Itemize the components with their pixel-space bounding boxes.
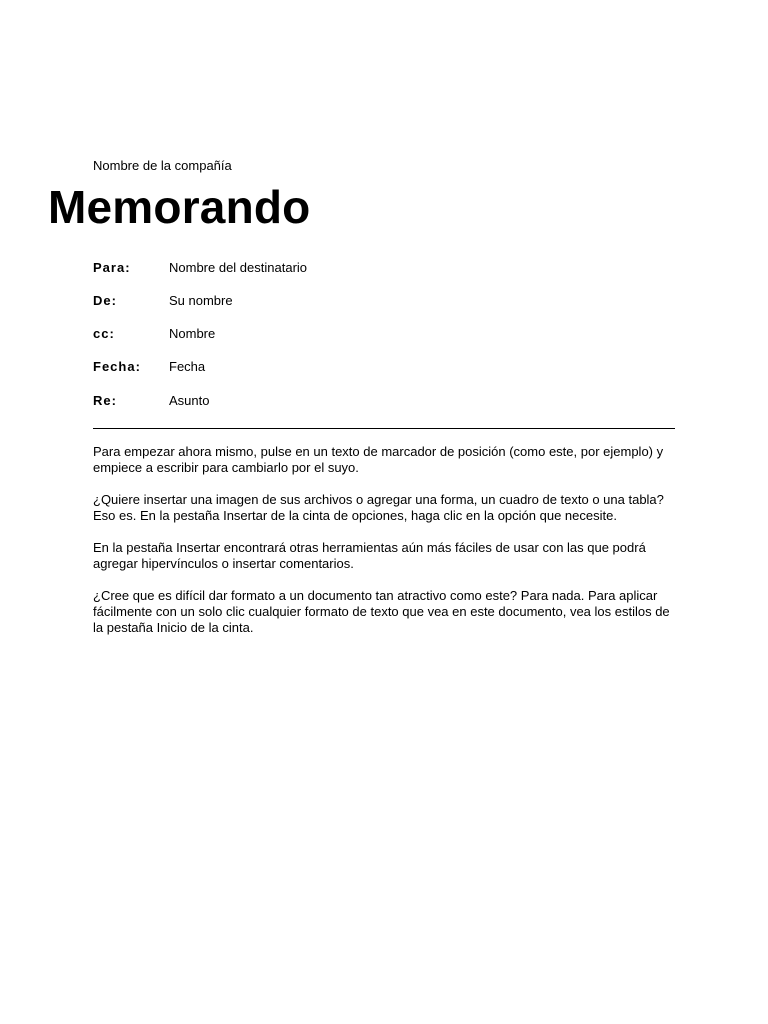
body-paragraph[interactable]: Para empezar ahora mismo, pulse en un texto de marcador de posición (como este, por ejemplo) y empiece a escribir para cambiarlo por el suyo. (93, 444, 664, 475)
memo-body (93, 444, 683, 652)
field-value-de[interactable]: Su nombre (169, 293, 233, 308)
body-paragraph[interactable]: ¿Cree que es difícil dar formato a un documento tan atractivo como este? Para nada. Para aplicar fácilmente con un solo clic cualquier formato de texto que vea en este documento, vea los estilos de la pestaña Inicio de la cinta. (93, 588, 670, 635)
body-paragraph[interactable]: En la pestaña Insertar encontrará otras herramientas aún más fáciles de usar con las que podrá agregar hipervínculos o insertar comentarios. (93, 540, 646, 571)
field-value-para[interactable]: Nombre del destinatario (169, 260, 308, 275)
body-paragraph[interactable]: ¿Quiere insertar una imagen de sus archivos o agregar una forma, un cuadro de texto o una tabla? Eso es. En la pestaña Insertar de la cinta de opciones, haga clic en la opción que necesite. (93, 492, 664, 523)
memo-title: Memorando (48, 181, 311, 233)
field-row-de (93, 292, 675, 310)
field-label-re: Re: (93, 393, 117, 408)
field-label-cc: cc: (93, 326, 115, 341)
field-value-fecha[interactable]: Fecha (169, 359, 206, 374)
company-name[interactable]: Nombre de la compañía (93, 158, 232, 173)
field-row-cc (93, 325, 675, 343)
field-row-para (93, 259, 675, 277)
header-divider (93, 428, 675, 429)
field-label-fecha: Fecha: (93, 359, 141, 374)
field-label-de: De: (93, 293, 117, 308)
field-label-para: Para: (93, 260, 131, 275)
field-value-cc[interactable]: Nombre (169, 326, 216, 341)
field-row-fecha (93, 358, 675, 376)
field-value-re[interactable]: Asunto (169, 393, 210, 408)
field-row-re (93, 392, 675, 410)
